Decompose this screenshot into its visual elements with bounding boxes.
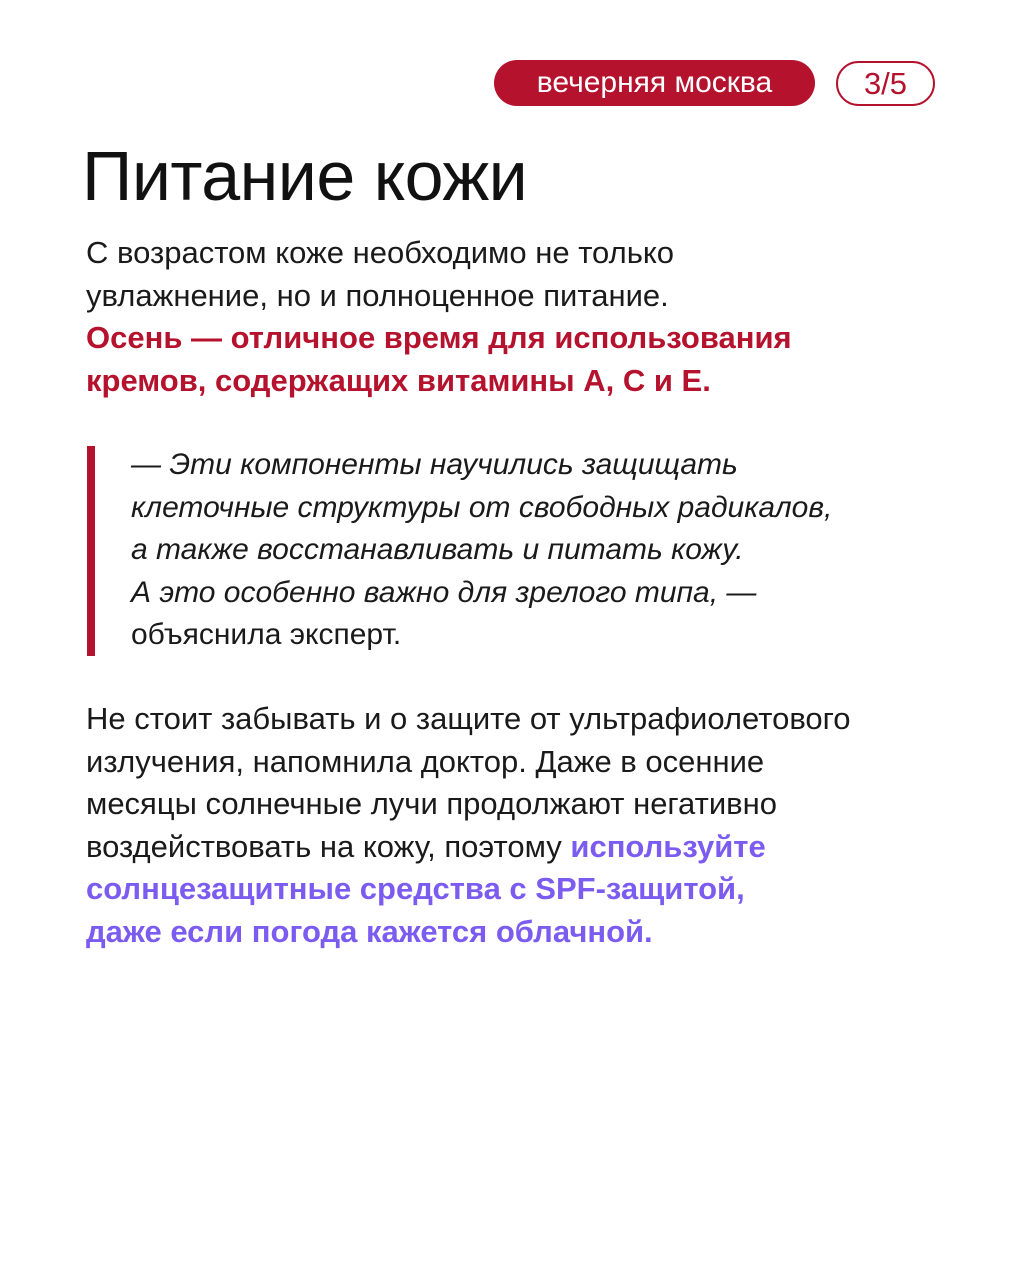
quote-accent-bar	[87, 446, 95, 656]
intro-paragraph	[86, 232, 966, 402]
uv-protection-paragraph	[86, 698, 986, 953]
intro-text: С возрастом коже необходимо не только увлажнение, но и полноценное питание.	[86, 235, 675, 313]
expert-quote	[131, 444, 991, 657]
intro-highlight: Осень — отличное время для использования кремов, содержащих витамины А, С и Е.	[86, 320, 792, 398]
uv-paragraph-highlight: используйте солнцезащитные средства с SPF-защитой, даже если погода кажется облачной.	[86, 828, 766, 949]
brand-badge: вечерняя москва	[494, 60, 815, 106]
uv-paragraph-text: Не стоит забывать и о защите от ультрафиолетового излучения, напомнила доктор. Даже в осенние месяцы солнечные лучи продолжают негативно воздействовать на кожу, поэтому	[86, 701, 851, 864]
page-title: Питание кожи	[82, 137, 528, 215]
quote-text: — Эти компоненты научились защищать клеточные структуры от свободных радикалов, а также восстанавливать и питать кожу. А это особенно важно для зрелого типа, —	[131, 448, 833, 609]
page-indicator: 3/5	[836, 61, 935, 106]
quote-attribution: объяснила эксперт.	[131, 618, 402, 651]
